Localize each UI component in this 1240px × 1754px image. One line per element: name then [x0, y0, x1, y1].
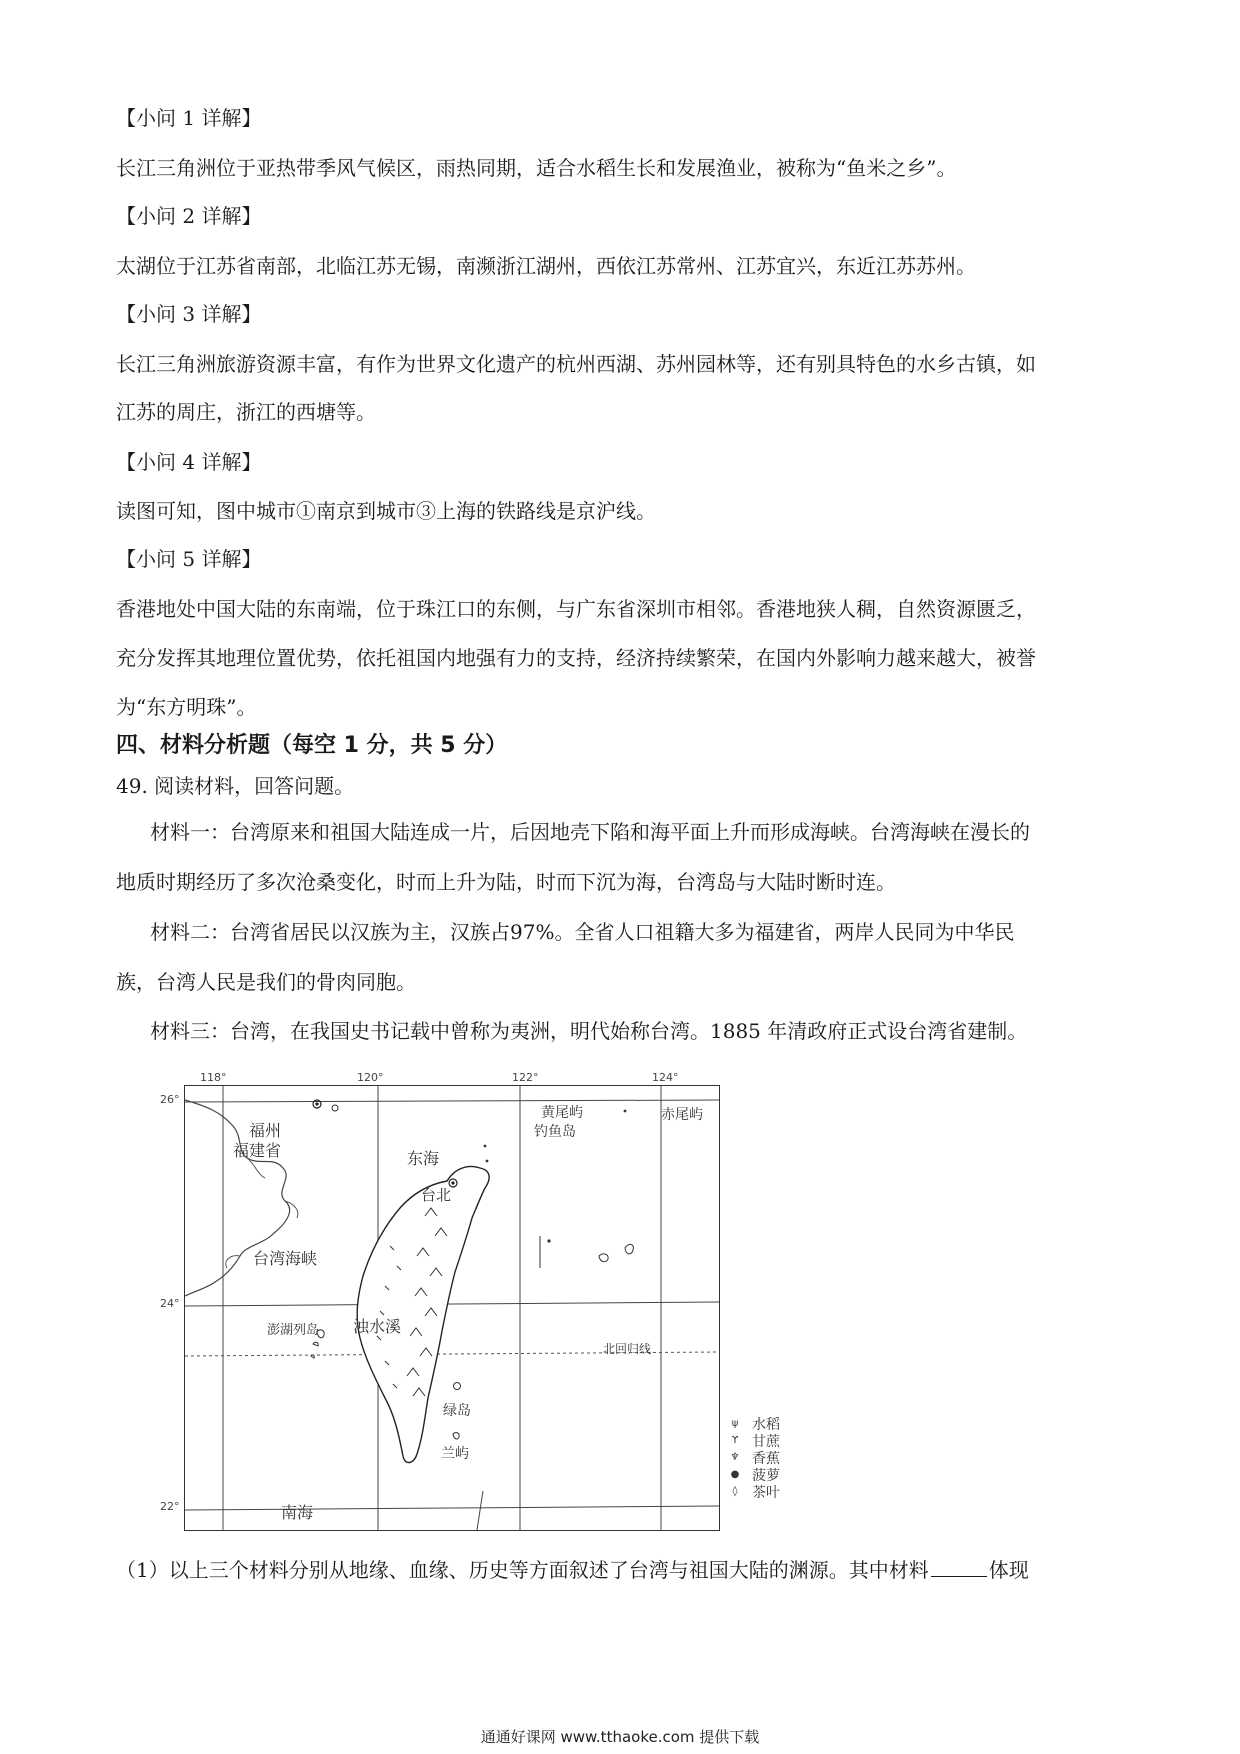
answer-1-text: 长江三角洲位于亚热带季风气候区，雨热同期，适合水稻生长和发展渔业，被称为“鱼米之乡”。 [116, 156, 957, 180]
sub-question-1-tail: 体现 [988, 1558, 1029, 1582]
map-label-diaoyudao: 钓鱼岛 [534, 1124, 576, 1140]
material-2-line1: 材料二：台湾省居民以汉族为主，汉族占97%。全省人口祖籍大多为福建省，两岸人民同为中华民 [150, 920, 1015, 944]
tea-icon: ◊ [732, 1486, 738, 1497]
sub-question-1-text: （1）以上三个材料分别从地缘、血缘、历史等方面叙述了台湾与祖国大陆的渊源。其中材料 [116, 1558, 929, 1582]
map-label-donghai: 东海 [407, 1149, 440, 1168]
lon-tick-120: 120° [357, 1071, 384, 1084]
lat-tick-24: 24° [160, 1297, 180, 1310]
material-1-line1: 材料一：台湾原来和祖国大陆连成一片，后因地壳下陷和海平面上升而形成海峡。台湾海峡在漫长的 [150, 820, 1030, 844]
map-label-huangweiyu: 黄尾屿 [541, 1105, 583, 1121]
sub-question-1 [116, 1556, 1029, 1584]
pineapple-icon: ● [730, 1469, 740, 1480]
legend-item-tea [728, 1483, 780, 1500]
legend-label-tea: 茶叶 [752, 1484, 780, 1501]
rice-icon: ψ [731, 1418, 739, 1429]
answer-5-heading: 【小问 5 详解】 [116, 547, 262, 571]
map-label-taibei: 台北 [421, 1186, 452, 1204]
legend-item-rice [728, 1415, 780, 1432]
answer-2-heading: 【小问 2 详解】 [116, 204, 262, 228]
legend-item-sugarcane [728, 1432, 780, 1449]
map-legend [728, 1415, 780, 1500]
map-label-taiwan-strait: 台湾海峡 [253, 1249, 318, 1268]
answer-5-text-line1: 香港地处中国大陆的东南端，位于珠江口的东侧，与广东省深圳市相邻。香港地狭人稠，自然资源匮乏， [116, 597, 1036, 621]
answer-5-text-line3: 为“东方明珠”。 [116, 695, 257, 719]
answer-3-heading: 【小问 3 详解】 [116, 302, 262, 326]
legend-item-banana [728, 1449, 780, 1466]
map-label-fujian: 福建省 [233, 1141, 282, 1160]
answer-5-text-line2: 充分发挥其地理位置优势，依托祖国内地强有力的支持，经济持续繁荣，在国内外影响力越来越大，被誉 [116, 646, 1036, 670]
map-label-lanyu: 兰屿 [441, 1446, 469, 1462]
ludao-island [454, 1383, 461, 1390]
taiwan-map [184, 1085, 720, 1531]
lon-tick-124: 124° [652, 1071, 679, 1084]
lat-tick-26: 26° [160, 1093, 180, 1106]
map-label-zhuoshuixi: 浊水溪 [353, 1317, 402, 1336]
question-49-prompt: 49. 阅读材料，回答问题。 [116, 774, 355, 798]
answer-1-heading: 【小问 1 详解】 [116, 106, 262, 130]
material-1-line2: 地质时期经历了多次沧桑变化，时而上升为陆，时而下沉为海，台湾岛与大陆时断时连。 [116, 870, 896, 894]
legend-label-banana: 香蕉 [752, 1450, 780, 1467]
map-label-ludao: 绿岛 [443, 1403, 471, 1419]
answer-4-text: 读图可知，图中城市①南京到城市③上海的铁路线是京沪线。 [116, 499, 656, 523]
answer-blank[interactable] [931, 1556, 987, 1577]
answer-2-text: 太湖位于江苏省南部，北临江苏无锡，南濒浙江湖州，西依江苏常州、江苏宜兴，东近江苏苏州。 [116, 254, 976, 278]
lon-tick-118: 118° [200, 1071, 227, 1084]
ryukyu-islands [599, 1244, 633, 1261]
answer-3-text-line2: 江苏的周庄，浙江的西塘等。 [116, 400, 376, 424]
map-label-nanhai: 南海 [281, 1503, 314, 1522]
legend-label-rice: 水稻 [752, 1416, 780, 1433]
map-label-chiweiyu: 赤尾屿 [661, 1107, 703, 1123]
material-2-line2: 族，台湾人民是我们的骨肉同胞。 [116, 970, 416, 994]
answer-3-text-line1: 长江三角洲旅游资源丰富，有作为世界文化遗产的杭州西湖、苏州园林等，还有别具特色的水乡古镇，如 [116, 352, 1036, 376]
section-title: 四、材料分析题（每空 1 分，共 5 分） [116, 733, 508, 758]
lanyu-island [453, 1433, 459, 1439]
map-label-penghu: 澎湖列岛 [267, 1323, 320, 1338]
map-label-tropic: 北回归线 [603, 1342, 652, 1356]
banana-icon: ♆ [730, 1452, 740, 1463]
parallel-24 [185, 1302, 719, 1306]
lon-tick-122: 122° [512, 1071, 539, 1084]
parallel-26 [185, 1100, 719, 1102]
legend-item-pineapple [728, 1466, 780, 1483]
map-label-fuzhou: 福州 [249, 1121, 282, 1140]
lat-tick-22: 22° [160, 1500, 180, 1513]
legend-label-sugarcane: 甘蔗 [752, 1433, 780, 1450]
page-footer: 通通好课网 www.tthaoke.com 提供下载 [480, 1728, 760, 1746]
parallel-22 [185, 1506, 719, 1510]
material-3-line1: 材料三：台湾，在我国史书记载中曾称为夷洲，明代始称台湾。1885 年清政府正式设台湾省建制。 [150, 1019, 1028, 1043]
sugarcane-icon: ϒ [731, 1435, 739, 1446]
answer-4-heading: 【小问 4 详解】 [116, 450, 262, 474]
legend-label-pineapple: 菠萝 [752, 1467, 780, 1484]
